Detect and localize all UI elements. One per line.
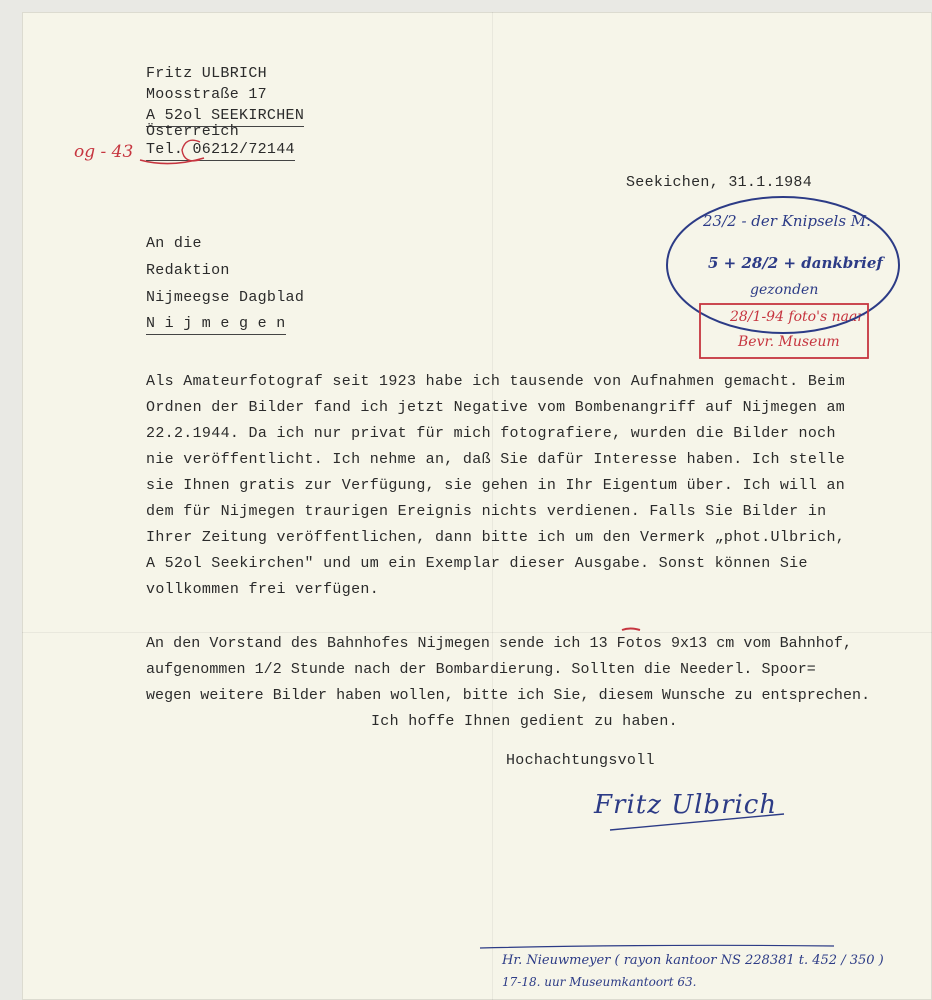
blue-note-line-2: 5 + 28/2 + dankbrief: [708, 254, 883, 272]
blue-note-line-3: gezonden: [750, 282, 819, 298]
bottom-note-line-2: 17-18. uur Museumkantoort 63.: [502, 975, 697, 989]
red-box-note-line-2: Bevr. Museum: [738, 334, 840, 350]
sender-country: Österreich: [146, 123, 240, 140]
paper-fold-horizontal: [22, 632, 932, 633]
paragraph-1-line: vollkommen frei verfügen.: [146, 581, 380, 598]
signature: Fritz Ulbrich: [594, 790, 778, 820]
paragraph-1-line: nie veröffentlicht. Ich nehme an, daß Sie dafür Interesse haben. Ich stelle: [146, 451, 846, 468]
red-note-og-43: og - 43: [74, 142, 134, 162]
recipient-line-2: Redaktion: [146, 262, 230, 279]
paragraph-2-line: aufgenommen 1/2 Stunde nach der Bombardierung. Sollten die Neederl. Spoor=: [146, 661, 816, 678]
paragraph-1-line: Ihrer Zeitung veröffentlichen, dann bitte ich um den Vermerk „phot.Ulbrich,: [146, 529, 846, 546]
paragraph-1-line: Ordnen der Bilder fand ich jetzt Negative vom Bombenangriff auf Nijmegen am: [146, 399, 846, 416]
letter-date: Seekichen, 31.1.1984: [626, 174, 813, 191]
paragraph-1-line: sie Ihnen gratis zur Verfügung, sie gehen in Ihr Eigentum über. Ich will an: [146, 477, 846, 494]
recipient-city: N i j m e g e n: [146, 314, 286, 335]
recipient-line-3: Nijmeegse Dagblad: [146, 289, 305, 306]
paragraph-1-line: A 52ol Seekirchen" und um ein Exemplar dieser Ausgabe. Sonst können Sie: [146, 555, 808, 572]
sender-city: A 52ol SEEKIRCHEN: [146, 106, 304, 127]
recipient-line-1: An die: [146, 235, 202, 252]
paragraph-2-line: An den Vorstand des Bahnhofes Nijmegen sende ich 13 Fotos 9x13 cm vom Bahnhof,: [146, 635, 853, 652]
sender-phone: Tel. 06212/72144: [146, 140, 295, 161]
paragraph-1-line: Als Amateurfotograf seit 1923 habe ich tausende von Aufnahmen gemacht. Beim: [146, 373, 846, 390]
paragraph-1-line: dem für Nijmegen traurigen Ereignis nichts verdienen. Falls Sie Bilder in: [146, 503, 827, 520]
sender-name: Fritz ULBRICH: [146, 65, 267, 82]
red-box-note-line-1: 28/1-94 foto's naar: [730, 309, 864, 325]
sender-street: Moosstraße 17: [146, 86, 267, 103]
paragraph-1-line: 22.2.1944. Da ich nur privat für mich fotografiere, wurden die Bilder noch: [146, 425, 836, 442]
paragraph-2-line: wegen weitere Bilder haben wollen, bitte ich Sie, diesem Wunsche zu entsprechen.: [146, 687, 871, 704]
closing-line: Ich hoffe Ihnen gedient zu haben.: [371, 713, 678, 730]
bottom-note-line-1: Hr. Nieuwmeyer ( rayon kantoor NS 228381 t. 452 / 350 ): [502, 953, 884, 968]
blue-note-line-1: 23/2 - der Knipsels M.: [703, 212, 871, 230]
salutation: Hochachtungsvoll: [506, 752, 655, 769]
